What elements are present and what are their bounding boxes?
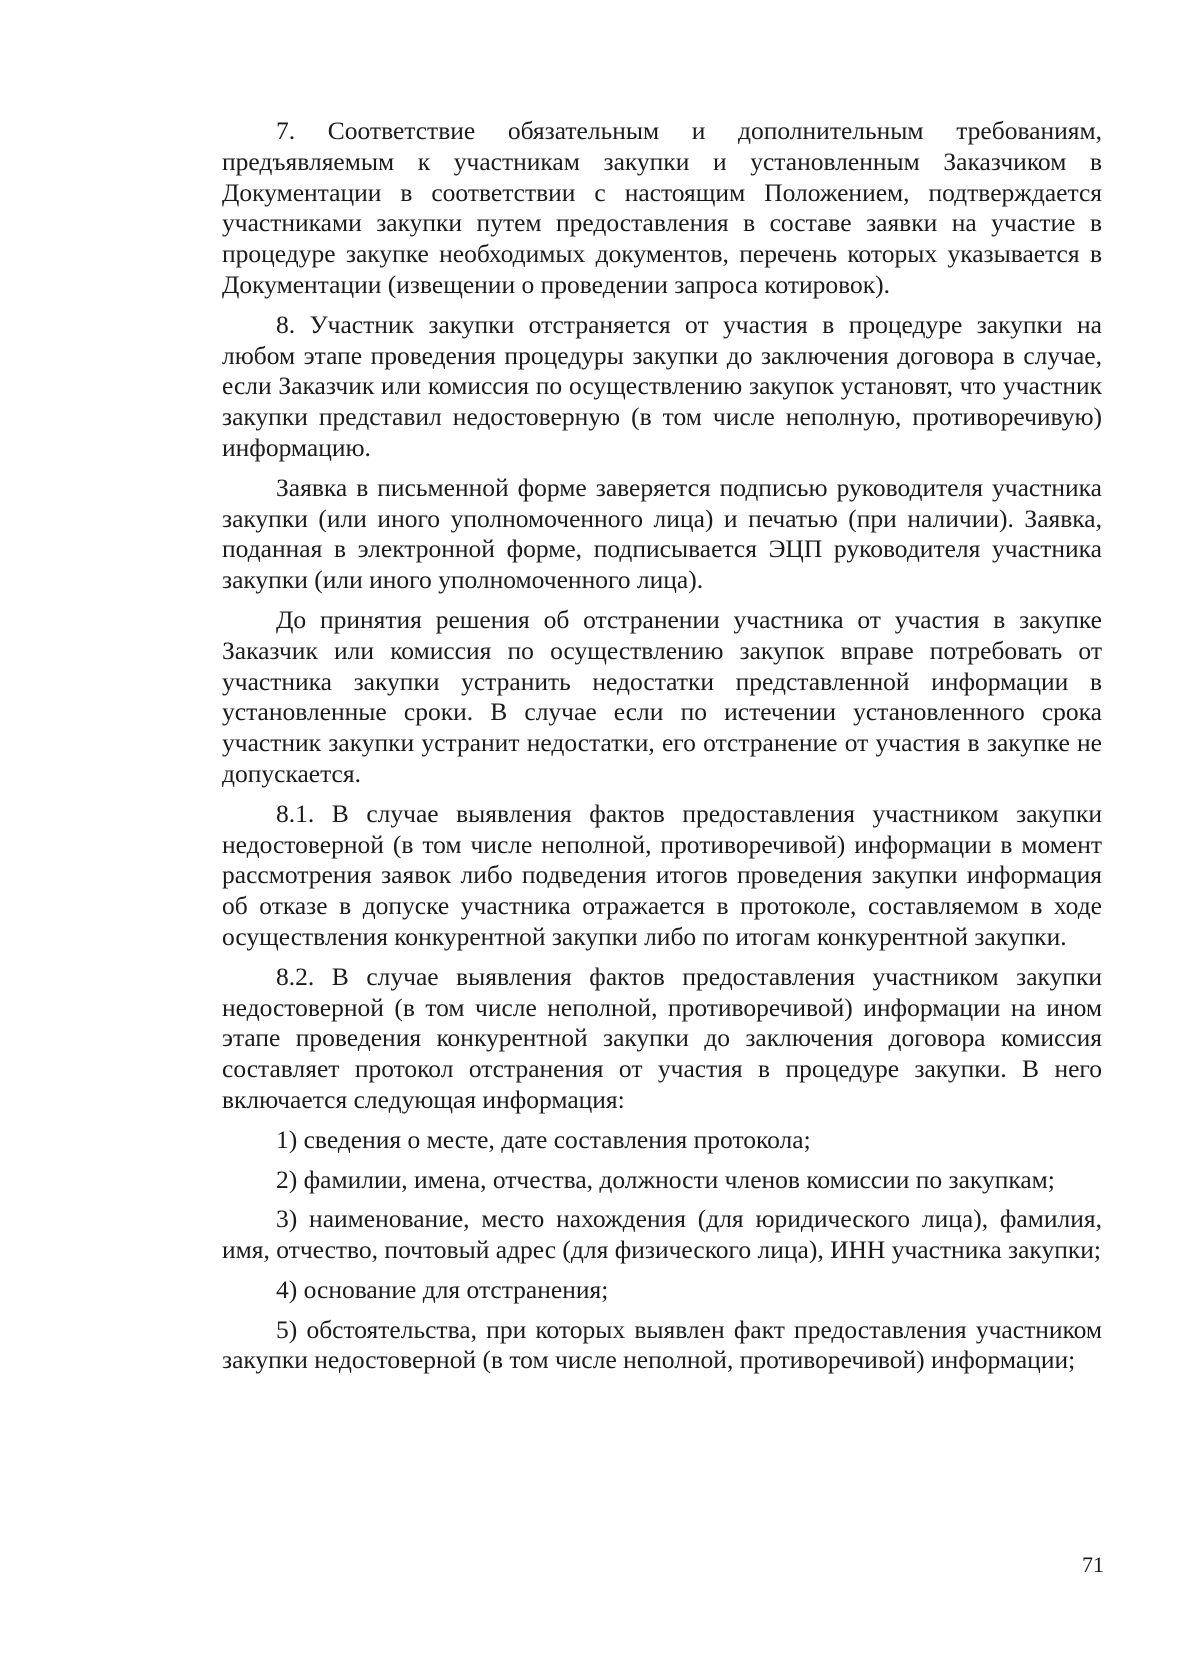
list-item-3: 3) наименование, место нахождения (для юридического лица), фамилия, имя, отчество, почтовый адрес (для физического лица), ИНН участника закупки; (222, 1204, 1102, 1265)
paragraph-before-exclusion: До принятия решения об отстранении участника от участия в закупке Заказчик или комиссия по осуществлению закупок вправе потребовать от участника закупки устранить недостатки представленной информации в установленные сроки. В случае если по истечении установленного срока участник закупки устранит недостатки, его отстранение от участия в закупке не допускается. (222, 604, 1102, 788)
list-item-4: 4) основание для отстранения; (276, 1274, 609, 1304)
document-body (222, 116, 1102, 1376)
paragraph-8-1: 8.1. В случае выявления фактов предоставления участником закупки недостоверной (в том числе неполной, противоречивой) информации в момент рассмотрения заявок либо подведения итогов проведения закупки информация об отказе в допуске участника отражается в протоколе, составляемом в ходе осуществления конкурентной закупки либо по итогам конкурентной закупки. (222, 798, 1102, 951)
list-item-1: 1) сведения о месте, дате составления протокола; (276, 1124, 811, 1154)
paragraph-7: 7. Соответствие обязательным и дополнительным требованиям, предъявляемым к участникам закупки и установленным Заказчиком в Документации в соответствии с настоящим Положением, подтверждается участниками закупки путем предоставления в составе заявки на участие в процедуре закупке необходимых документов, перечень которых указывается в Документации (извещении о проведении запроса котировок). (222, 116, 1102, 299)
page-number: 71 (1082, 1552, 1104, 1577)
paragraph-8: 8. Участник закупки отстраняется от участия в процедуре закупки на любом этапе проведения процедуры закупки до заключения договора в случае, если Заказчик или комиссия по осуществлению закупок установят, что участник закупки представил недостоверную (в том числе неполную, противоречивую) информацию. (222, 309, 1102, 462)
list-item-2: 2) фамилии, имена, отчества, должности членов комиссии по закупкам; (276, 1164, 1055, 1194)
paragraph-8-2: 8.2. В случае выявления фактов предоставления участником закупки недостоверной (в том числе неполной, противоречивой) информации на ином этапе проведения конкурентной закупки до заключения договора комиссия составляет протокол отстранения от участия в процедуре закупки. В него включается следующая информация: (222, 961, 1102, 1114)
list-item-5: 5) обстоятельства, при которых выявлен факт предоставления участником закупки недостоверной (в том числе неполной, противоречивой) информации; (222, 1314, 1102, 1375)
paragraph-application-signature: Заявка в письменной форме заверяется подписью руководителя участника закупки (или иного уполномоченного лица) и печатью (при наличии). Заявка, поданная в электронной форме, подписывается ЭЦП руководителя участника закупки (или иного уполномоченного лица). (222, 472, 1102, 595)
